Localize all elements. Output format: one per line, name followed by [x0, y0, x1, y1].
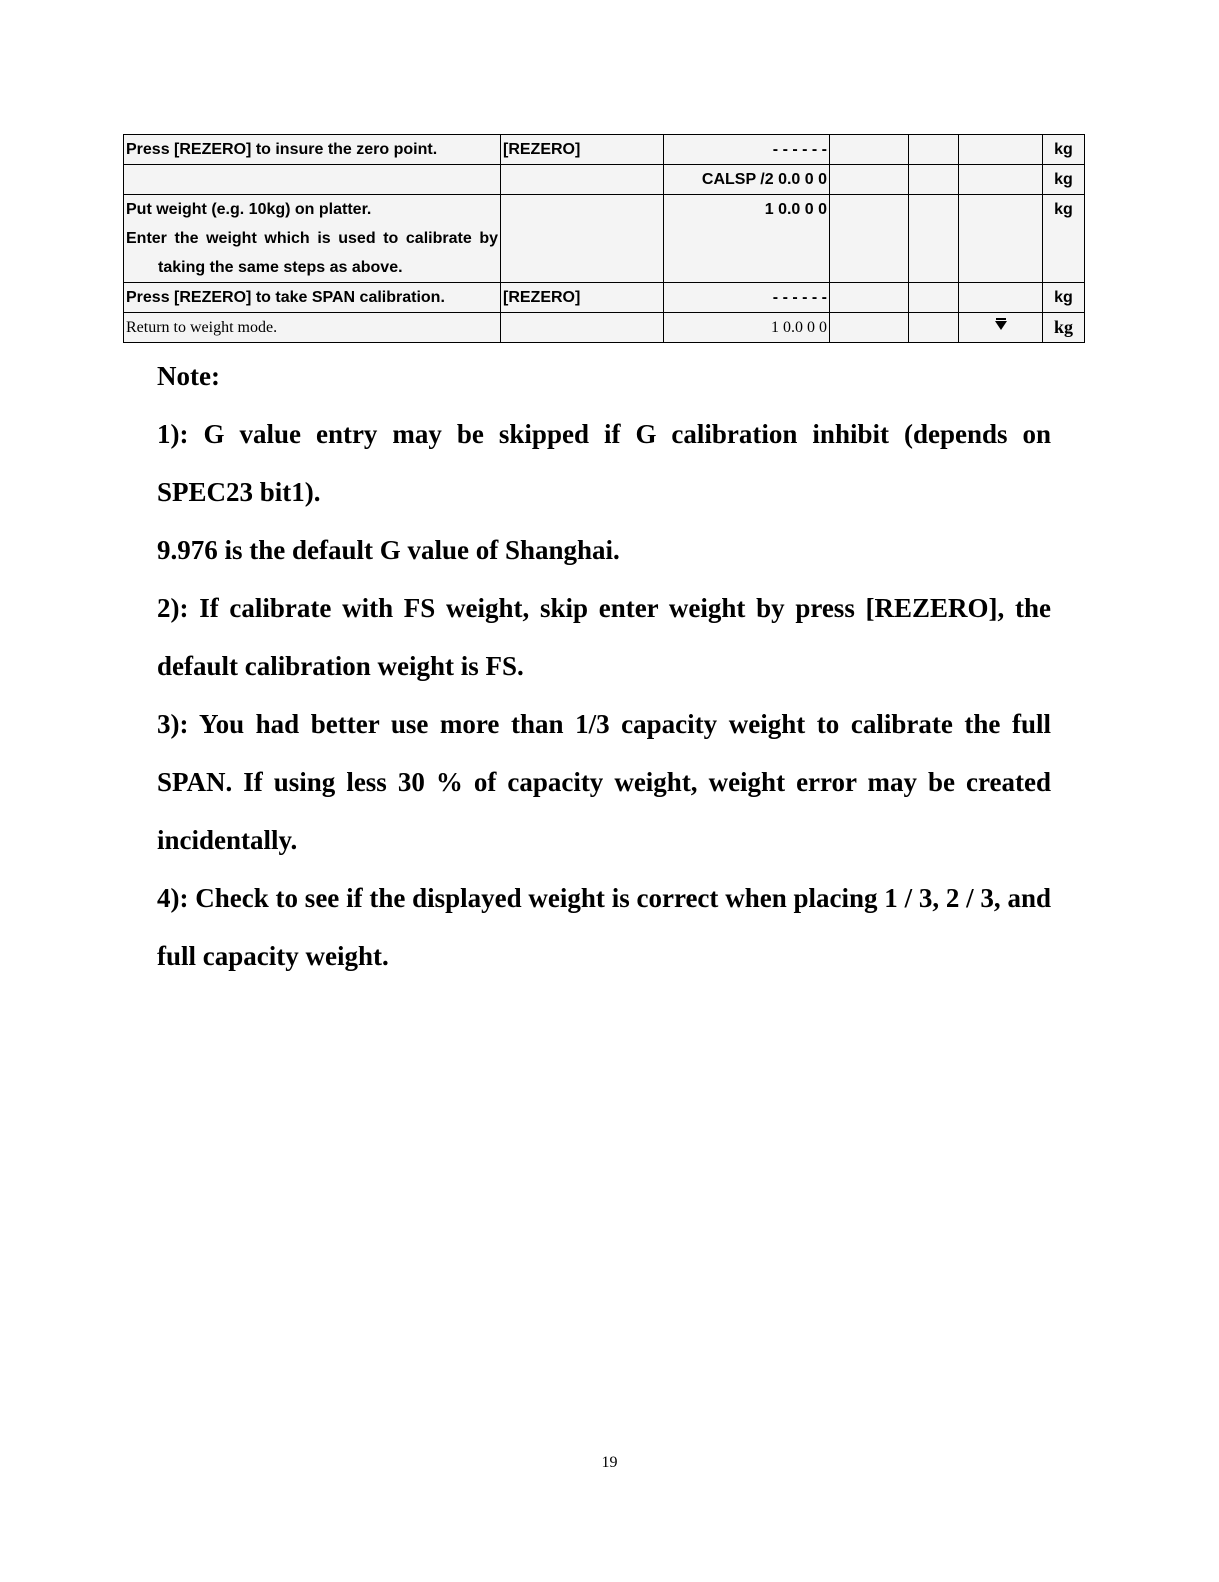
empty-cell — [909, 135, 959, 165]
empty-cell — [830, 165, 909, 195]
note-paragraph: 9.976 is the default G value of Shanghai. — [157, 535, 620, 565]
calibration-steps-table — [123, 134, 1085, 343]
table-row — [124, 195, 1085, 283]
display-cell: - - - - - - — [664, 283, 830, 313]
empty-cell — [830, 135, 909, 165]
key-cell: [REZERO] — [501, 135, 664, 165]
empty-cell — [830, 195, 909, 283]
indicator-cell — [959, 283, 1043, 313]
empty-cell — [830, 313, 909, 343]
display-cell: 1 0.0 0 0 — [664, 195, 830, 283]
operation-cell: Press [REZERO] to take SPAN calibration. — [124, 283, 501, 313]
key-cell — [501, 195, 664, 283]
empty-cell — [830, 283, 909, 313]
key-cell: [REZERO] — [501, 283, 664, 313]
display-cell: - - - - - - — [664, 135, 830, 165]
key-cell — [501, 313, 664, 343]
empty-cell — [909, 313, 959, 343]
empty-cell — [909, 283, 959, 313]
stable-triangle-icon — [995, 321, 1007, 330]
notes-heading: Note: — [157, 361, 220, 391]
table-row — [124, 313, 1085, 343]
unit-cell: kg — [1043, 283, 1085, 313]
unit-cell: kg — [1043, 195, 1085, 283]
display-cell: CALSP /2 0.0 0 0 — [664, 165, 830, 195]
operation-cell: Press [REZERO] to insure the zero point. — [124, 135, 501, 165]
unit-cell: kg — [1043, 165, 1085, 195]
indicator-cell — [959, 135, 1043, 165]
note-paragraph: 4): Check to see if the displayed weight is correct when placing 1 / 3, 2 / 3, and full capacity weight. — [157, 883, 1051, 971]
operation-cell: Return to weight mode. — [124, 313, 501, 343]
operation-cell — [124, 165, 501, 195]
operation-cell: Put weight (e.g. 10kg) on platter. Enter the weight which is used to calibrate by taking the same steps as above. — [124, 195, 501, 283]
display-cell: 1 0.0 0 0 — [664, 313, 830, 343]
table-row — [124, 283, 1085, 313]
empty-cell — [909, 195, 959, 283]
note-paragraph: 2): If calibrate with FS weight, skip enter weight by press [REZERO], the default calibration weight is FS. — [157, 593, 1051, 681]
unit-cell: kg — [1043, 135, 1085, 165]
note-paragraph: 1): G value entry may be skipped if G calibration inhibit (depends on SPEC23 bit1). — [157, 419, 1051, 507]
indicator-cell — [959, 165, 1043, 195]
unit-cell: kg — [1043, 313, 1085, 343]
key-cell — [501, 165, 664, 195]
table-row — [124, 165, 1085, 195]
indicator-cell — [959, 195, 1043, 283]
note-paragraph: 3): You had better use more than 1/3 capacity weight to calibrate the full SPAN. If using less 30 % of capacity weight, weight error may be created incidentally. — [157, 709, 1051, 855]
indicator-cell — [959, 313, 1043, 343]
table-row — [124, 135, 1085, 165]
notes-section — [157, 347, 1051, 985]
empty-cell — [909, 165, 959, 195]
page-number: 19 — [601, 1454, 618, 1471]
